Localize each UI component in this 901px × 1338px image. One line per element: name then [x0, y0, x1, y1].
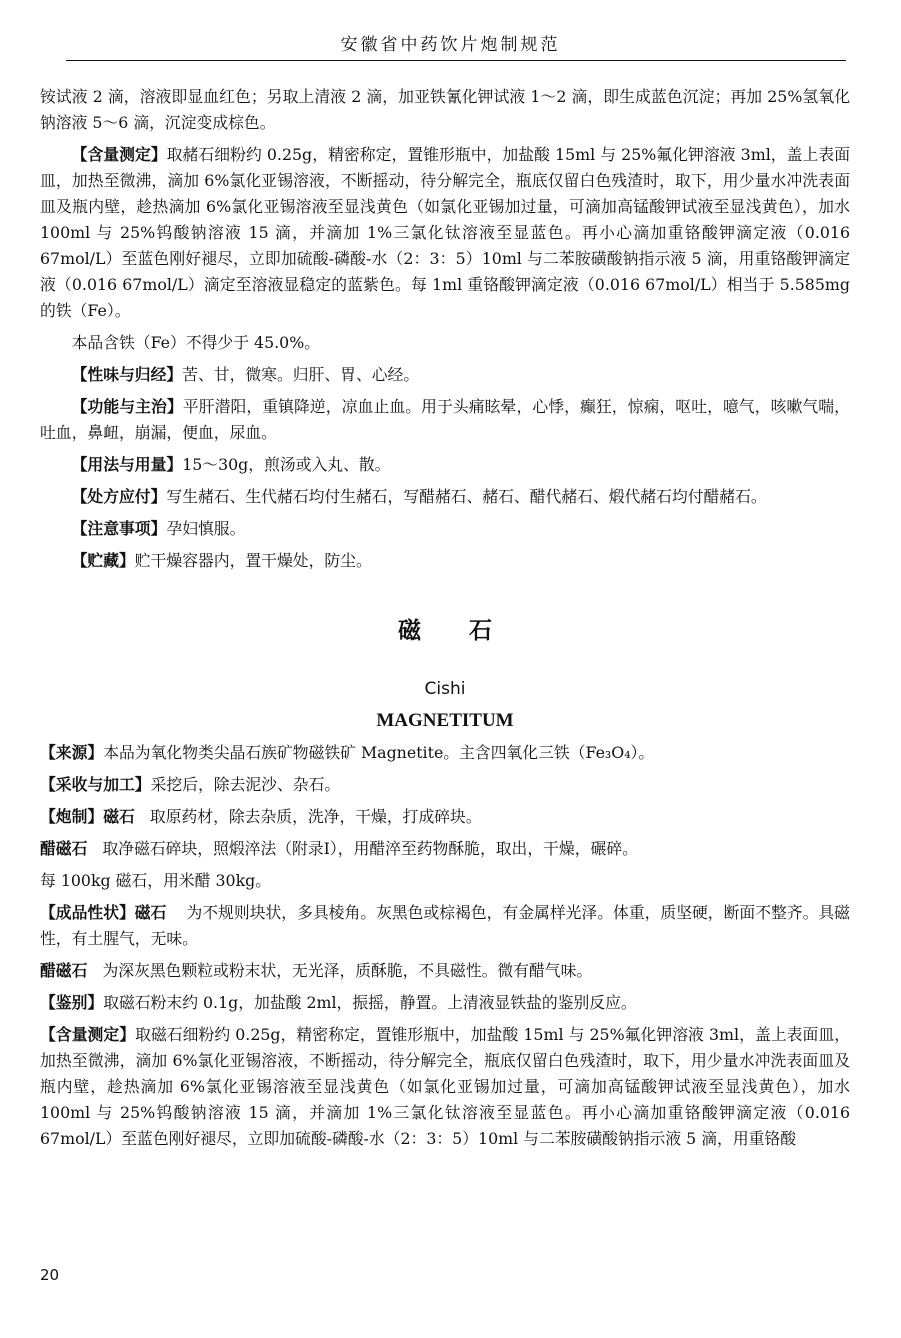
- character-heading: 【成品性状】: [40, 903, 135, 922]
- character-item-text: 为不规则块状，多具棱角。灰黑色或棕褐色，有金属样光泽。体重，质坚硬，断面不整齐。具磁性，有土腥气，无味。: [40, 903, 850, 948]
- prescription-heading: 【处方应付】: [71, 487, 167, 506]
- character-item-name: 磁石: [134, 903, 167, 922]
- character-paragraph: [40, 900, 850, 952]
- storage-text: 贮干燥容器内，置干燥处，防尘。: [134, 551, 372, 570]
- usage-heading: 【用法与用量】: [71, 455, 183, 474]
- processing-item-text: 取原药材，除去杂质，洗净，干燥，打成碎块。: [149, 807, 482, 826]
- continued-paragraph: 铵试液 2 滴，溶液即显血红色；另取上清液 2 滴，加亚铁氰化钾试液 1～2 滴，即生成蓝色沉淀；再加 25%氢氧化钠溶液 5～6 滴，沉淀变成棕色。: [40, 87, 850, 132]
- harvest-text: 采挖后，除去泥沙、杂石。: [150, 775, 341, 794]
- harvest-heading: 【采收与加工】: [40, 775, 151, 794]
- nature-text: 苦、甘，微寒。归肝、胃、心经。: [182, 365, 420, 384]
- character-item-text: 为深灰黑色颗粒或粉末状，无光泽，质酥脆，不具磁性。微有醋气味。: [102, 961, 593, 980]
- character-vinegar-paragraph: [40, 958, 850, 984]
- assay-paragraph: [40, 142, 850, 324]
- caution-heading: 【注意事项】: [71, 519, 167, 538]
- running-header: 安徽省中药饮片炮制规范: [340, 35, 561, 55]
- source-paragraph: [40, 740, 850, 766]
- processing-note: 每 100kg 磁石，用米醋 30kg。: [40, 871, 272, 890]
- prescription-paragraph: [40, 484, 850, 510]
- character-item-name: 醋磁石: [40, 961, 88, 980]
- nature-paragraph: [40, 362, 850, 388]
- page-body: [40, 84, 850, 1152]
- monograph-title: 磁石: [398, 617, 540, 644]
- latin-name: MAGNETITUM: [376, 710, 514, 731]
- identify-paragraph: [40, 990, 850, 1016]
- content-requirement: 本品含铁（Fe）不得少于 45.0%。: [71, 333, 321, 352]
- processing-item-name: 醋磁石: [40, 839, 88, 858]
- harvest-paragraph: [40, 772, 850, 798]
- assay-text: 取磁石细粉约 0.25g，精密称定，置锥形瓶中，加盐酸 15ml 与 25%氟化钾溶液 3ml，盖上表面皿，加热至微沸，滴加 6%氯化亚锡溶液，不断摇动，待分解完全，瓶底仅留白色残渣时，取下，用少量水冲洗表面皿及瓶内壁，趁热滴加 6%氯化亚锡溶液至显浅黄色（如氯化亚锡加过量，可滴加高锰酸钾试液至显浅黄色），加水 100ml 与 25%钨酸钠溶液 15 滴，并滴加 1%三氯化钛溶液至显蓝色。再小心滴加重铬酸钾滴定液（0.016 67mol/L）至蓝色刚好褪尽，立即加硫酸-磷酸-水（2：3：5）10ml 与二苯胺磺酸钠指示液 5 滴，用重铬酸: [40, 1025, 850, 1148]
- function-paragraph: [40, 394, 850, 446]
- identify-text: 取磁石粉末约 0.1g，加盐酸 2ml，振摇，静置。上清液显铁盐的鉴别反应。: [103, 993, 637, 1012]
- storage-heading: 【贮藏】: [71, 551, 135, 570]
- prescription-text: 写生赭石、生代赭石均付生赭石，写醋赭石、赭石、醋代赭石、煅代赭石均付醋赭石。: [166, 487, 767, 506]
- processing-item-text: 取净磁石碎块，照煅淬法（附录Ⅰ），用醋淬至药物酥脆，取出，干燥，碾碎。: [102, 839, 638, 858]
- processing-heading: 【炮制】: [40, 807, 104, 826]
- header-rule: [66, 60, 846, 61]
- caution-text: 孕妇慎服。: [166, 519, 246, 538]
- pinyin-name: Cishi: [424, 679, 466, 699]
- assay-heading: 【含量测定】: [40, 1025, 136, 1044]
- usage-paragraph: [40, 452, 850, 478]
- function-text: 平肝潜阳，重镇降逆，凉血止血。用于头痛眩晕，心悸，癫狂，惊痫，呕吐，噫气，咳嗽气喘，吐血，鼻衄，崩漏，便血，尿血。: [40, 397, 850, 442]
- identify-heading: 【鉴别】: [40, 993, 104, 1012]
- nature-heading: 【性味与归经】: [71, 365, 183, 384]
- usage-text: 15～30g，煎汤或入丸、散。: [182, 455, 391, 474]
- source-heading: 【来源】: [40, 743, 104, 762]
- processing-paragraph: [40, 804, 850, 830]
- storage-paragraph: [40, 548, 850, 574]
- processing-item-name: 磁石: [103, 807, 135, 826]
- caution-paragraph: [40, 516, 850, 542]
- assay-text: 取赭石细粉约 0.25g，精密称定，置锥形瓶中，加盐酸 15ml 与 25%氟化钾溶液 3ml，盖上表面皿，加热至微沸，滴加 6%氯化亚锡溶液，不断摇动，待分解完全，瓶底仅留白色残渣时，取下，用少量水冲洗表面皿及瓶内壁，趁热滴加 6%氯化亚锡溶液至显浅黄色（如氯化亚锡加过量，可滴加高锰酸钾试液至显浅黄色），加水 100ml 与 25%钨酸钠溶液 15 滴，并滴加 1%三氯化钛溶液至显蓝色。再小心滴加重铬酸钾滴定液（0.016 67mol/L）至蓝色刚好褪尽，立即加硫酸-磷酸-水（2：3：5）10ml 与二苯胺磺酸钠指示液 5 滴，用重铬酸钾滴定液（0.016 67mol/L）滴定至溶液显稳定的蓝紫色。每 1ml 重铬酸钾滴定液（0.016 67mol/L）相当于 5.585mg 的铁（Fe）。: [40, 145, 850, 320]
- function-heading: 【功能与主治】: [71, 397, 183, 416]
- page-number: 20: [40, 1266, 60, 1284]
- assay-heading: 【含量测定】: [71, 145, 167, 164]
- processing-vinegar-paragraph: [40, 836, 850, 862]
- assay-paragraph-2: [40, 1022, 850, 1152]
- source-text: 本品为氧化物类尖晶石族矿物磁铁矿 Magnetite。主含四氧化三铁（Fe₃O₄）。: [103, 743, 655, 762]
